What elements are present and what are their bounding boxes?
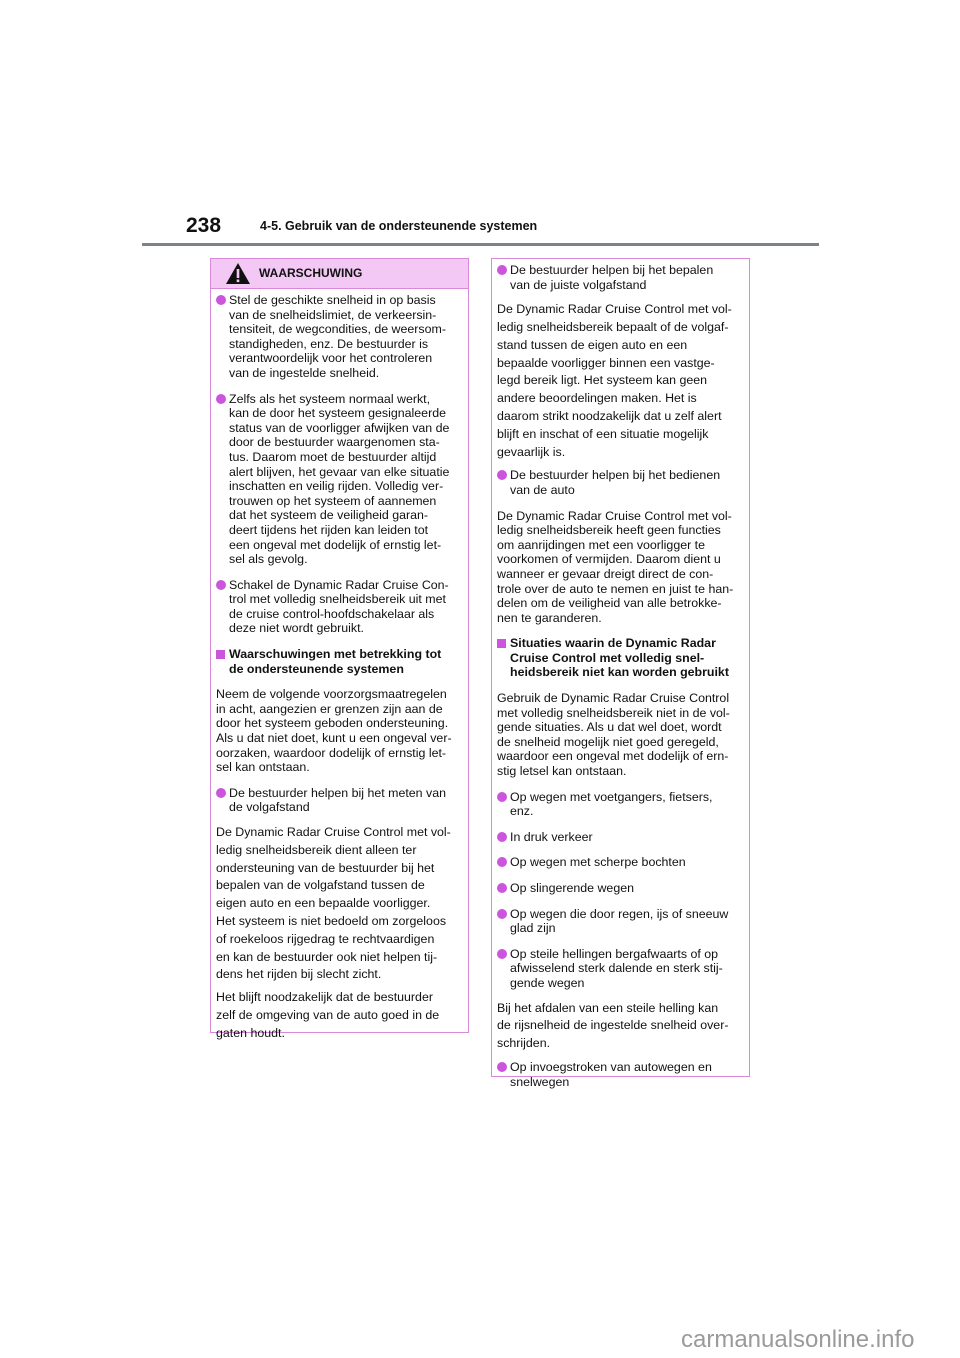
text-line: heidsbereik niet kan worden gebruikt (510, 665, 729, 680)
text-line: stig letsel kan ontstaan. (497, 764, 627, 779)
warning-content (216, 293, 463, 1043)
watermark: carmanualsonline.info (681, 1326, 915, 1353)
paragraph (216, 824, 463, 984)
text-line: stand tussen de eigen auto en een (497, 337, 688, 352)
bullet-item (497, 790, 744, 819)
text-line: dat het systeem de veiligheid garan- (229, 508, 429, 523)
paragraph (497, 509, 744, 626)
text-line: enz. (510, 804, 534, 819)
text-line: Stel de geschikte snelheid in op basis (229, 293, 436, 307)
text-line: Schakel de Dynamic Radar Cruise Con- (229, 577, 449, 592)
text-line: status van de voorligger afwijken van de (229, 420, 450, 435)
warning-header (211, 259, 468, 289)
text-line: oorzaken, waardoor dodelijk of ernstig let- (216, 745, 447, 760)
text-line: tus. Daarom moet de bestuurder altijd (229, 449, 437, 464)
text-line: ledig snelheidsbereik bepaalt of de volgaf- (497, 319, 729, 334)
bullet-icon (497, 792, 507, 802)
text-line: Op wegen met voetgangers, fietsers, (510, 789, 713, 804)
text-line: trol met volledig snelheidsbereik uit met (229, 592, 446, 607)
text-line: gevaarlijk is. (497, 444, 566, 459)
text-line: van de snelheidslimiet, de verkeersin- (229, 307, 437, 322)
subheading (497, 636, 744, 680)
text-line: deert tijdens het rijden kan leiden tot (229, 522, 429, 537)
warning-triangle-icon (225, 262, 251, 285)
text-line: legd bereik ligt. Het systeem kan geen (497, 373, 708, 388)
bullet-icon (497, 857, 507, 867)
text-line: een ongeval met dodelijk of ernstig let- (229, 537, 442, 552)
text-line: nen te garanderen. (497, 610, 602, 625)
text-line: tensiteit, de wegcondities, de weersom- (229, 322, 446, 337)
bullet-icon (497, 883, 507, 893)
text-line: inschatten en veilig rijden. Volledig ver- (229, 479, 444, 494)
bullet-icon (497, 1062, 507, 1072)
text-line: gaten houdt. (216, 1025, 285, 1040)
bullet-item (497, 881, 744, 896)
bullet-item (497, 468, 744, 497)
square-bullet-icon (497, 639, 506, 648)
text-line: Het systeem is niet bedoeld om zorgeloos (216, 913, 447, 928)
bullet-icon (216, 295, 226, 305)
bullet-item (497, 855, 744, 870)
paragraph (497, 1000, 744, 1053)
bullet-item (216, 786, 463, 815)
text-line: deze niet wordt gebruikt. (229, 621, 364, 636)
text-line: De Dynamic Radar Cruise Control met vol- (497, 302, 732, 317)
warning-box (210, 258, 469, 1040)
text-line: trouwen op het systeem of aannemen (229, 493, 437, 508)
bullet-icon (497, 265, 507, 275)
text-line: waardoor een ongeval met dodelijk of ern- (497, 749, 729, 764)
text-line: De Dynamic Radar Cruise Control met vol- (216, 825, 451, 839)
text-line: De bestuurder helpen bij het meten van (229, 785, 446, 800)
text-line: de snelheid mogelijk niet goed geregeld, (497, 734, 719, 749)
text-line: glad zijn (510, 921, 556, 936)
bullet-item (497, 947, 744, 991)
text-line: Op wegen met scherpe bochten (510, 855, 686, 870)
text-line: De Dynamic Radar Cruise Control met vol- (497, 508, 732, 523)
subheading (216, 647, 463, 676)
bullet-icon (216, 580, 226, 590)
text-line: Op invoegstroken van autowegen en (510, 1059, 712, 1074)
bullet-icon (497, 909, 507, 919)
text-line: Als u dat niet doet, kunt u een ongeval ver- (216, 731, 452, 746)
text-line: standigheden, enz. De bestuurder is (229, 336, 429, 351)
text-line: alert blijven, het gevaar van elke situatie (229, 464, 450, 479)
text-line: en kan de bestuurder ook niet helpen tij- (216, 949, 438, 964)
text-line: Zelfs als het systeem normaal werkt, (229, 391, 431, 406)
bullet-icon (497, 470, 507, 480)
paragraph (216, 989, 463, 1042)
bullet-item (216, 392, 463, 567)
text-line: schrijden. (497, 1036, 551, 1051)
text-line: blijft en inschat of een situatie mogelijk (497, 426, 709, 441)
text-line: de cruise control-hoofdschakelaar als (229, 606, 435, 621)
text-line: In druk verkeer (510, 829, 593, 844)
text-line: van de ingestelde snelheid. (229, 365, 380, 380)
text-line: bepalen van de volgafstand tussen de (216, 878, 425, 893)
text-line: met volledig snelheidsbereik niet in de vol- (497, 705, 730, 720)
text-line: verantwoordelijk voor het controleren (229, 351, 433, 366)
bullet-icon (497, 832, 507, 842)
text-line: bepaalde voorligger binnen een vastge- (497, 355, 715, 370)
text-line: Op wegen die door regen, ijs of sneeuw (510, 906, 729, 921)
text-line: of roekeloos rijgedrag te rechtvaardigen (216, 931, 435, 946)
square-bullet-icon (216, 650, 225, 659)
paragraph (216, 687, 463, 775)
bullet-item (497, 830, 744, 845)
bullet-icon (216, 788, 226, 798)
bullet-item (216, 578, 463, 636)
text-line: van de auto (510, 482, 575, 497)
text-line: kan de door het systeem gesignaleerde (229, 406, 446, 421)
text-line: Waarschuwingen met betrekking tot (229, 647, 442, 662)
text-line: sel als gevolg. (229, 552, 308, 567)
bullet-item (497, 263, 744, 292)
text-line: Op steile hellingen bergafwaarts of op (510, 946, 719, 961)
text-line: de ondersteunende systemen (229, 661, 404, 676)
text-line: Het blijft noodzakelijk dat de bestuurder (216, 990, 433, 1005)
text-line: snelwegen (510, 1074, 570, 1089)
bullet-item (497, 1060, 744, 1089)
bullet-item (497, 907, 744, 936)
text-line: wanneer er gevaar dreigt direct de con- (497, 566, 714, 581)
text-line: dens het rijden bij slecht zicht. (216, 967, 382, 982)
text-line: in acht, aangezien er grenzen zijn aan de (216, 701, 443, 716)
text-line: Cruise Control met volledig snel- (510, 650, 705, 665)
text-line: sel kan ontstaan. (216, 760, 310, 775)
paragraph (497, 691, 744, 779)
text-line: ledig snelheidsbereik heeft geen functies (497, 523, 721, 538)
text-line: Situaties waarin de Dynamic Radar (510, 636, 716, 651)
bullet-icon (497, 949, 507, 959)
text-line: eigen auto en een bepaalde voorligger. (216, 896, 431, 911)
text-line: trole over de auto te nemen en juist te han- (497, 581, 734, 596)
text-line: de volgafstand (229, 800, 310, 815)
text-line: van de juiste volgafstand (510, 277, 647, 292)
text-line: gende situaties. Als u dat wel doet, wordt (497, 720, 722, 735)
text-line: de rijsnelheid de ingestelde snelheid over- (497, 1018, 729, 1033)
text-line: De bestuurder helpen bij het bedienen (510, 468, 721, 483)
warning-box-continued (491, 258, 750, 1089)
text-line: Bij het afdalen van een steile helling kan (497, 1000, 719, 1015)
paragraph (497, 301, 744, 461)
text-line: Gebruik de Dynamic Radar Cruise Control (497, 691, 730, 706)
text-line: door de bestuurder waargenomen sta- (229, 435, 440, 450)
text-line: daarom strikt noodzakelijk dat u zelf alert (497, 408, 722, 423)
text-line: door het systeem geboden ondersteuning. (216, 716, 449, 731)
text-line: andere beoordelingen maken. Het is (497, 391, 697, 406)
text-line: zelf de omgeving van de auto goed in de (216, 1007, 440, 1022)
text-line: delen om de veiligheid van alle betrokke- (497, 596, 722, 611)
text-line: Op slingerende wegen (510, 881, 634, 896)
text-line: gende wegen (510, 975, 585, 990)
bullet-item (216, 293, 463, 381)
text-line: afwisselend sterk dalende en sterk stij- (510, 961, 723, 976)
warning-content-continued (497, 263, 744, 1089)
page-number: 238 (186, 214, 222, 237)
text-line: De bestuurder helpen bij het bepalen (510, 263, 714, 277)
text-line: Neem de volgende voorzorgsmaatregelen (216, 687, 447, 702)
header-divider (142, 243, 819, 246)
text-line: voorkomen of vermijden. Daarom dient u (497, 552, 721, 567)
text-line: ondersteuning van de bestuurder bij het (216, 860, 435, 875)
warning-title: WAARSCHUWING (259, 266, 363, 280)
bullet-icon (216, 394, 226, 404)
section-title: 4-5. Gebruik van de ondersteunende systemen (260, 219, 538, 233)
text-line: om aanrijdingen met een voorligger te (497, 537, 706, 552)
text-line: ledig snelheidsbereik dient alleen ter (216, 842, 417, 857)
